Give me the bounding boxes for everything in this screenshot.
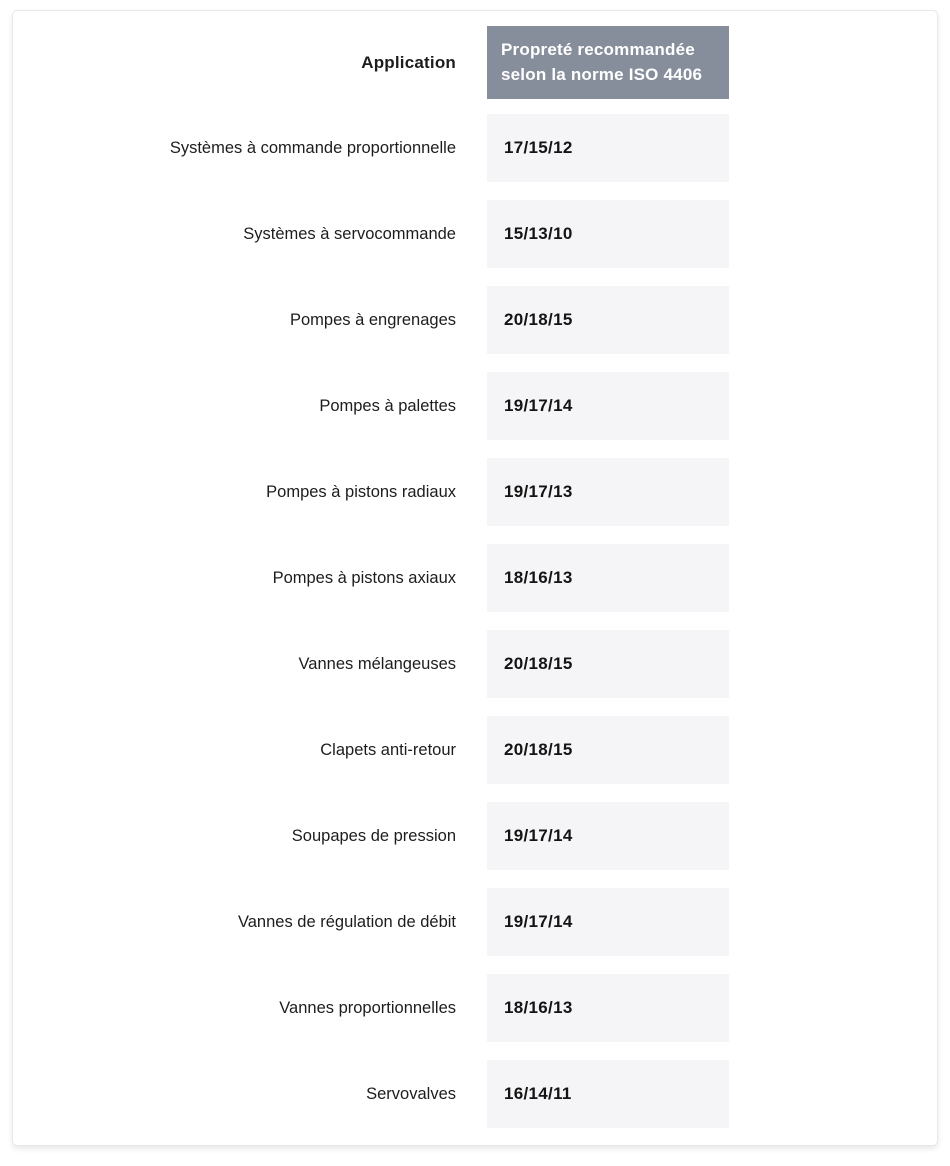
iso-code-cell xyxy=(487,888,729,956)
cleanliness-table-card xyxy=(12,10,938,1146)
table-row xyxy=(13,802,937,870)
iso-code-cell xyxy=(487,286,729,354)
application-label: Vannes mélangeuses xyxy=(298,654,456,673)
table-row xyxy=(13,114,937,182)
application-label: Systèmes à servocommande xyxy=(243,224,456,243)
table-row xyxy=(13,888,937,956)
application-label: Vannes de régulation de débit xyxy=(237,912,456,931)
application-label: Pompes à engrenages xyxy=(289,310,456,329)
iso-code-cell xyxy=(487,716,729,784)
iso-code-value: 18/16/13 xyxy=(504,998,573,1017)
iso-code-cell xyxy=(487,802,729,870)
iso-code-value: 20/18/15 xyxy=(504,310,573,329)
cleanliness-column-header-label: Propreté recommandée selon la norme ISO 4406 xyxy=(501,40,703,84)
iso-code-cell xyxy=(487,544,729,612)
iso-code-value: 19/17/14 xyxy=(504,396,573,415)
application-label: Servovalves xyxy=(366,1084,456,1103)
iso-code-value: 20/18/15 xyxy=(504,740,573,759)
iso-code-cell xyxy=(487,458,729,526)
table-row xyxy=(13,1060,937,1128)
application-label: Soupapes de pression xyxy=(291,826,456,845)
application-label: Clapets anti-retour xyxy=(320,740,456,759)
iso-code-cell xyxy=(487,630,729,698)
table-row xyxy=(13,372,937,440)
iso-code-cell xyxy=(487,114,729,182)
table-row xyxy=(13,544,937,612)
application-label: Vannes proportionnelles xyxy=(279,998,456,1017)
iso-code-value: 19/17/13 xyxy=(504,482,573,501)
table-row xyxy=(13,630,937,698)
application-label: Pompes à pistons radiaux xyxy=(266,482,456,501)
iso-code-cell xyxy=(487,372,729,440)
table-row xyxy=(13,200,937,268)
table-body xyxy=(13,114,937,1128)
table-row xyxy=(13,716,937,784)
iso-code-value: 17/15/12 xyxy=(504,138,573,157)
application-label: Systèmes à commande proportionnelle xyxy=(169,138,456,157)
table-header-row xyxy=(13,26,937,99)
table-row xyxy=(13,286,937,354)
iso-code-cell xyxy=(487,200,729,268)
iso-code-value: 19/17/14 xyxy=(504,826,573,845)
iso-code-value: 19/17/14 xyxy=(504,912,573,931)
iso-code-value: 16/14/11 xyxy=(504,1084,572,1103)
cleanliness-column-header xyxy=(487,26,729,99)
application-label: Pompes à palettes xyxy=(319,396,456,415)
iso-code-cell xyxy=(487,974,729,1042)
iso-code-value: 20/18/15 xyxy=(504,654,573,673)
iso-code-value: 15/13/10 xyxy=(504,224,573,243)
application-column-header-cell xyxy=(13,53,456,73)
application-column-header: Application xyxy=(361,52,456,72)
iso-code-cell xyxy=(487,1060,729,1128)
application-label: Pompes à pistons axiaux xyxy=(272,568,456,587)
iso-code-value: 18/16/13 xyxy=(504,568,573,587)
table-row xyxy=(13,974,937,1042)
table-row xyxy=(13,458,937,526)
